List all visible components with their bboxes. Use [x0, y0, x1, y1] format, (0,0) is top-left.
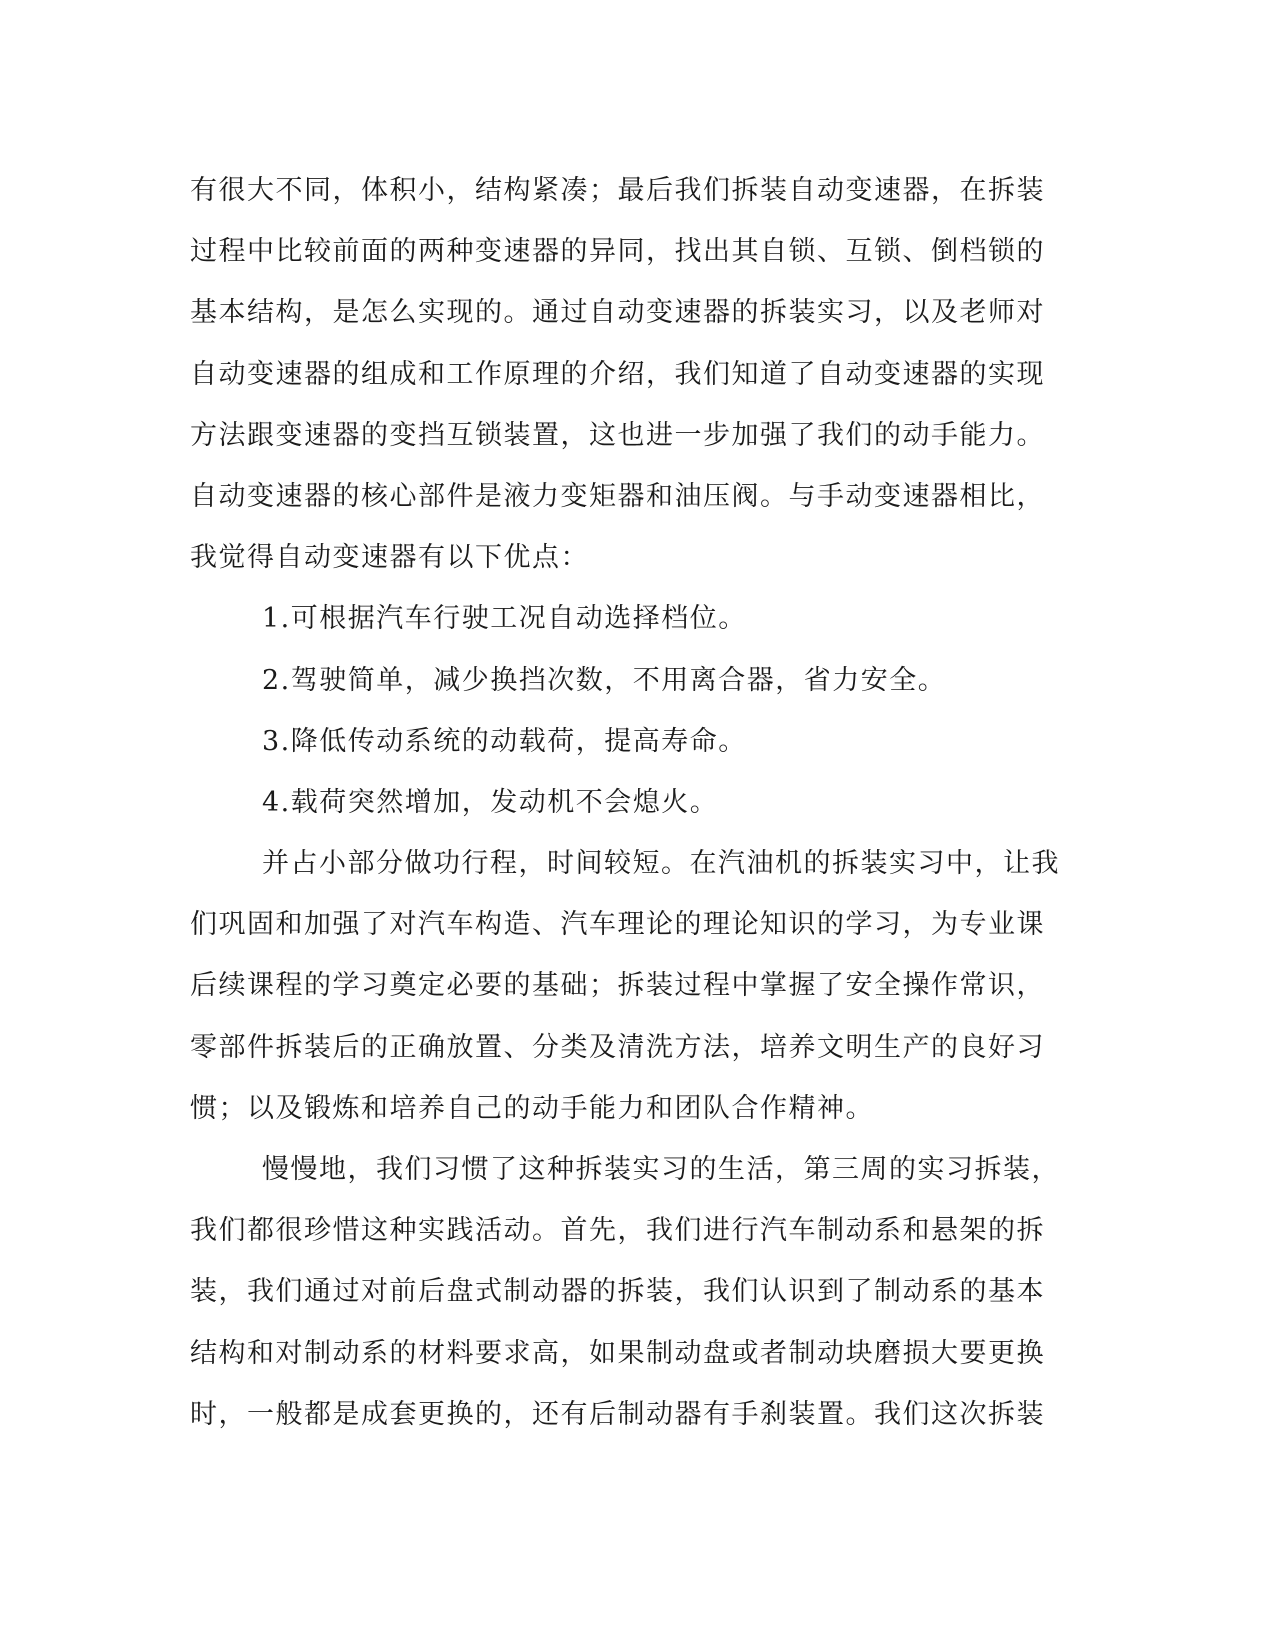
text-line: 我觉得自动变速器有以下优点： — [190, 542, 589, 574]
list-item: 4.载荷突然增加，发动机不会熄火。 — [262, 786, 719, 818]
paragraph-start: 并占小部分做功行程，时间较短。在汽油机的拆装实习中，让我 — [262, 848, 1060, 880]
text-line: 结构和对制动系的材料要求高，如果制动盘或者制动块磨损大要更换 — [190, 1337, 1045, 1369]
text-line: 后续课程的学习奠定必要的基础；拆装过程中掌握了安全操作常识， — [190, 970, 1045, 1002]
text-line: 们巩固和加强了对汽车构造、汽车理论的理论知识的学习，为专业课 — [190, 909, 1045, 941]
text-line: 自动变速器的组成和工作原理的介绍，我们知道了自动变速器的实现 — [190, 358, 1045, 390]
body-text — [190, 160, 1080, 1445]
text-line: 方法跟变速器的变挡互锁装置，这也进一步加强了我们的动手能力。 — [190, 419, 1045, 451]
text-line: 自动变速器的核心部件是液力变矩器和油压阀。与手动变速器相比， — [190, 480, 1045, 512]
text-line: 时，一般都是成套更换的，还有后制动器有手刹装置。我们这次拆装 — [190, 1398, 1045, 1430]
list-item: 3.降低传动系统的动载荷，提高寿命。 — [262, 725, 747, 757]
list-item: 1.可根据汽车行驶工况自动选择档位。 — [262, 603, 747, 635]
text-line: 过程中比较前面的两种变速器的异同，找出其自锁、互锁、倒档锁的 — [190, 236, 1045, 268]
text-line: 有很大不同，体积小，结构紧凑；最后我们拆装自动变速器，在拆装 — [190, 175, 1045, 206]
text-line: 装，我们通过对前后盘式制动器的拆装，我们认识到了制动系的基本 — [190, 1276, 1045, 1308]
list-item: 2.驾驶简单，减少换挡次数，不用离合器，省力安全。 — [262, 664, 947, 696]
text-line: 基本结构，是怎么实现的。通过自动变速器的拆装实习，以及老师对 — [190, 297, 1045, 329]
paragraph-start: 慢慢地，我们习惯了这种拆装实习的生活，第三周的实习拆装， — [262, 1154, 1060, 1185]
text-line: 我们都很珍惜这种实践活动。首先，我们进行汽车制动系和悬架的拆 — [190, 1215, 1045, 1247]
text-line: 零部件拆装后的正确放置、分类及清洗方法，培养文明生产的良好习 — [190, 1031, 1045, 1063]
text-line: 惯；以及锻炼和培养自己的动手能力和团队合作精神。 — [190, 1092, 874, 1124]
